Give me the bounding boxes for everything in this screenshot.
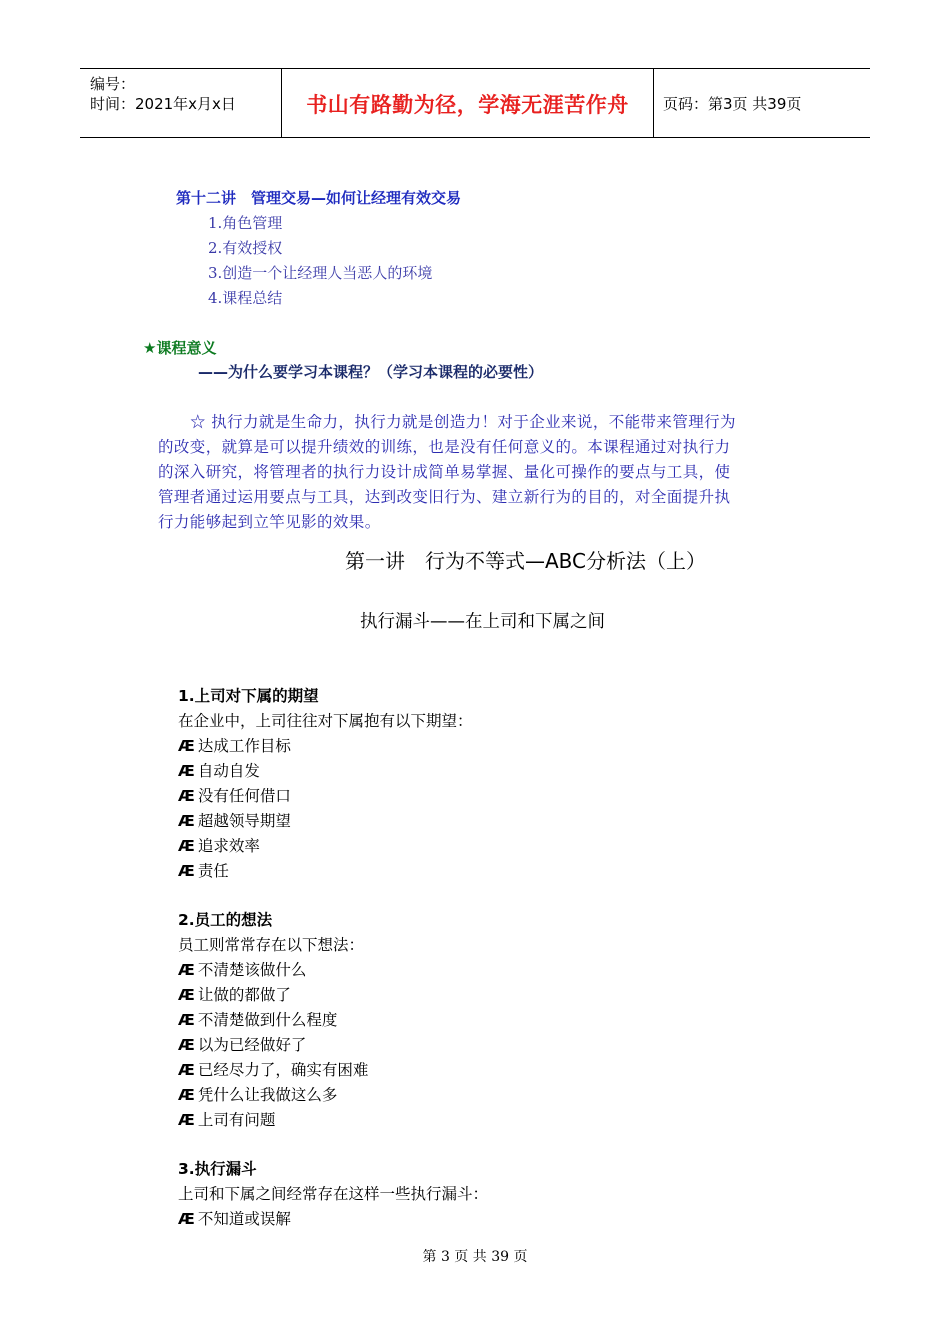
list-item: Æ 不清楚该做什么 [178, 961, 307, 979]
header-divider [653, 69, 654, 137]
header-motto: 书山有路勤为径，学海无涯苦作舟 [306, 93, 629, 117]
bullet-icon: Æ [178, 787, 195, 805]
header-page-label: 页码：第3页 共39页 [663, 95, 802, 113]
list-item: Æ 上司有问题 [178, 1111, 276, 1129]
section-intro: 在企业中，上司往往对下属抱有以下期望： [178, 712, 473, 730]
body-line: 的深入研究，将管理者的执行力设计成简单易掌握、量化可操作的要点与工具，使 [158, 463, 731, 481]
bullet-icon: Æ [178, 862, 195, 880]
bullet-icon: Æ [178, 1086, 195, 1104]
significance-body [158, 410, 780, 535]
list-item: Æ 责任 [178, 862, 229, 880]
section-heading: 3.执行漏斗 [178, 1160, 257, 1178]
body-line: 的改变，就算是可以提升绩效的训练，也是没有任何意义的。本课程通过对执行力 [158, 438, 731, 456]
bullet-icon: Æ [178, 1036, 195, 1054]
section-intro: 员工则常常存在以下想法： [178, 936, 365, 954]
toc-item: 3.创造一个让经理人当恶人的环境 [208, 264, 433, 282]
lecture-title: 第一讲 行为不等式—ABC分析法（上） [345, 549, 707, 573]
bullet-icon: Æ [178, 737, 195, 755]
bullet-icon: Æ [178, 812, 195, 830]
list-item: Æ 追求效率 [178, 837, 260, 855]
bullet-icon: Æ [178, 1111, 195, 1129]
page-header [80, 68, 870, 138]
toc-item: 2.有效授权 [208, 239, 283, 257]
body-line: 管理者通过运用要点与工具，达到改变旧行为、建立新行为的目的，对全面提升执 [158, 488, 731, 506]
lecture-subtitle: 执行漏斗——在上司和下属之间 [360, 612, 605, 632]
section-heading: 1.上司对下属的期望 [178, 687, 319, 705]
bullet-icon: Æ [178, 961, 195, 979]
body-line: 行力能够起到立竿见影的效果。 [158, 513, 381, 531]
significance-subtitle: ——为什么要学习本课程？（学习本课程的必要性） [198, 363, 544, 381]
page-footer: 第 3 页 共 39 页 [422, 1249, 528, 1265]
list-item: Æ 凭什么让我做这么多 [178, 1086, 338, 1104]
header-number-label: 编号： [90, 75, 136, 93]
bullet-icon: Æ [178, 762, 195, 780]
list-item: Æ 自动自发 [178, 762, 260, 780]
toc-title: 第十二讲 管理交易—如何让经理有效交易 [176, 189, 462, 207]
list-item: Æ 让做的都做了 [178, 986, 291, 1004]
list-item: Æ 不知道或误解 [178, 1210, 291, 1228]
list-item: Æ 超越领导期望 [178, 812, 291, 830]
body-line: ☆ 执行力就是生命力，执行力就是创造力！对于企业来说，不能带来管理行为 [190, 413, 736, 431]
bullet-icon: Æ [178, 1011, 195, 1029]
list-item: Æ 达成工作目标 [178, 737, 291, 755]
list-item: Æ 以为已经做好了 [178, 1036, 307, 1054]
list-item: Æ 已经尽力了，确实有困难 [178, 1061, 369, 1079]
bullet-icon: Æ [178, 1061, 195, 1079]
bullet-icon: Æ [178, 986, 195, 1004]
list-item: Æ 不清楚做到什么程度 [178, 1011, 338, 1029]
significance-title: ★课程意义 [143, 339, 217, 357]
list-item: Æ 没有任何借口 [178, 787, 291, 805]
header-date-label: 时间：2021年x月x日 [90, 95, 236, 113]
section-heading: 2.员工的想法 [178, 911, 273, 929]
section-intro: 上司和下属之间经常存在这样一些执行漏斗： [178, 1185, 489, 1203]
toc-item: 1.角色管理 [208, 214, 283, 232]
toc-item: 4.课程总结 [208, 289, 283, 307]
bullet-icon: Æ [178, 837, 195, 855]
bullet-icon: Æ [178, 1210, 195, 1228]
